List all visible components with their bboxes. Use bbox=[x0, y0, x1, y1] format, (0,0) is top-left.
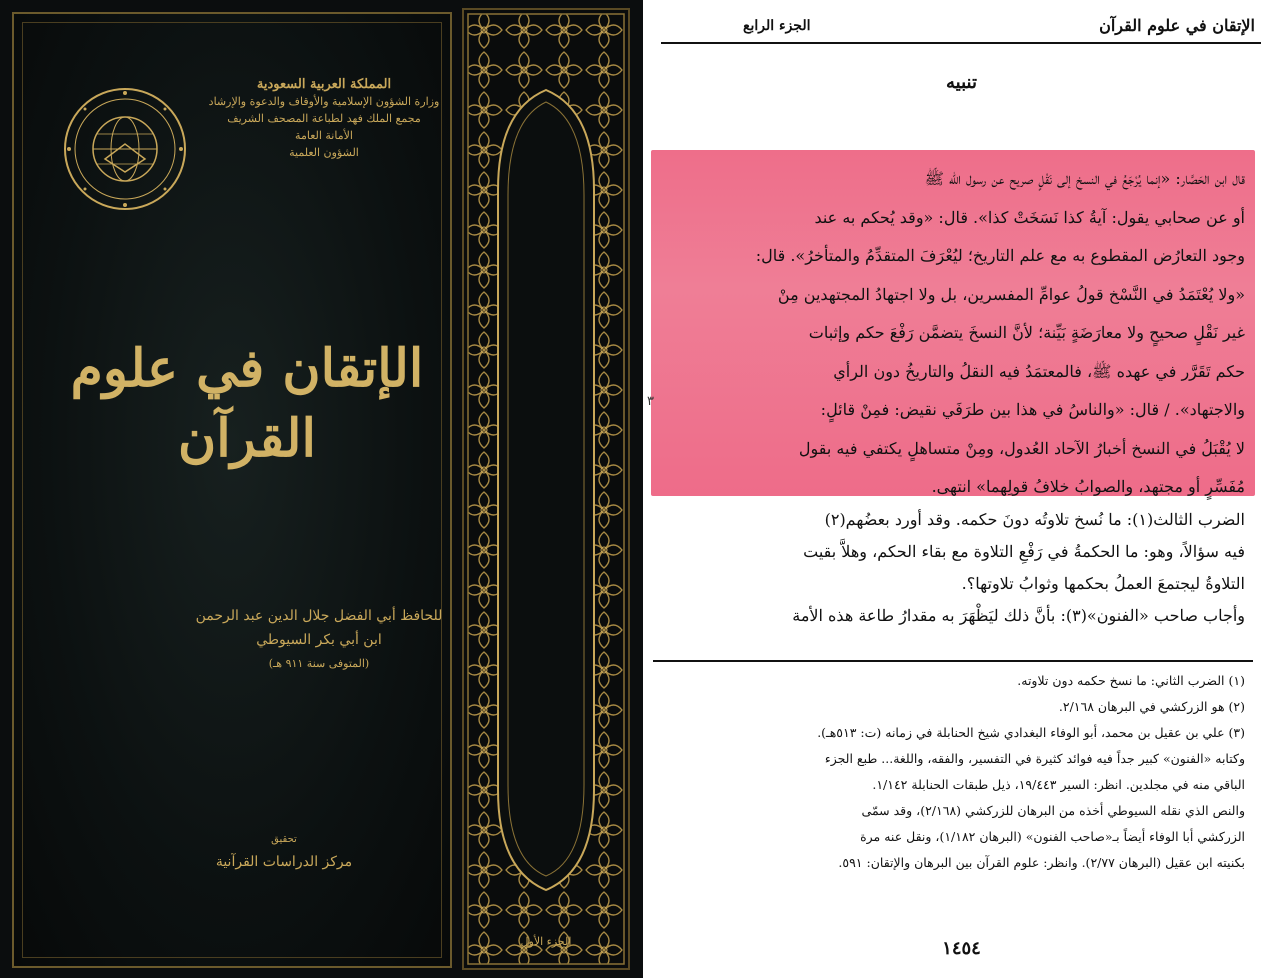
publisher-line: مجمع الملك فهد لطباعة المصحف الشريف bbox=[227, 112, 421, 125]
author-line: ابن أبي بكر السيوطي bbox=[256, 632, 382, 648]
text-line: لا يُقْبَلُ في النسخ أخبارُ الآحاد العُدول، ومِنْ متساهلٍ يكتفي فيه بقول bbox=[798, 438, 1245, 458]
text-line: فيه سؤالاً، وهو: ما الحكمةُ في رَفْعِ التلاوة مع بقاء الحكم، وهلاَّ بقيت bbox=[803, 542, 1245, 561]
footnote-line: وكتابه «الفنون» كبير جداً فيه فوائد كثيرة في التفسير، والفقه، واللغة... طبع الجزء bbox=[824, 751, 1245, 766]
footnote-rule bbox=[653, 660, 1253, 662]
highlighted-paragraph bbox=[673, 160, 1245, 507]
text-line: التلاوةُ ليجتمعَ العملُ بحكمها وثوابُ تلاوتها؟. bbox=[961, 574, 1245, 593]
publisher-block bbox=[204, 76, 444, 161]
cover-spine bbox=[462, 8, 630, 970]
body-paragraph bbox=[673, 504, 1245, 632]
press-block bbox=[134, 829, 434, 873]
margin-note: ٣ bbox=[647, 394, 654, 409]
seal-emblem-icon bbox=[60, 84, 190, 214]
cover-title: الإتقان في علوم القرآن bbox=[70, 338, 424, 469]
section-heading: تنبيه bbox=[946, 72, 977, 93]
footnote-line: (٢) هو الزركشي في البرهان ٢/١٦٨. bbox=[1058, 699, 1245, 714]
footnote-line: (١) الضرب الثاني: ما نسخ حكمه دون تلاوته. bbox=[1017, 673, 1245, 688]
spine-volume-label: الجزء الأول bbox=[520, 935, 572, 948]
footnote-line: والنص الذي نقله السيوطي أخذه من البرهان للزركشي (٢/١٦٨)، وقد سمّى bbox=[861, 803, 1245, 818]
text-line: الضرب الثالث(١): ما نُسخ تلاوتُه دونَ حكمه. وقد أورد بعضُهم(٢) bbox=[824, 510, 1245, 529]
spine-ornament-icon bbox=[464, 10, 628, 968]
publisher-line: الأمانة العامة bbox=[295, 129, 353, 142]
author-death-year: (المتوفى سنة ٩١١ هـ) bbox=[268, 657, 370, 670]
author-block bbox=[184, 604, 454, 676]
footnotes bbox=[673, 668, 1245, 876]
author-line: للحافظ أبي الفضل جلال الدين عبد الرحمن bbox=[195, 608, 443, 624]
book-page bbox=[643, 0, 1280, 978]
publisher-line: وزارة الشؤون الإسلامية والأوقاف والدعوة والإرشاد bbox=[208, 95, 440, 108]
publisher-line: المملكة العربية السعودية bbox=[256, 77, 392, 92]
text-line: غير نَقْلٍ صحيحٍ ولا معارَضَةٍ بَيِّنة؛ لأنَّ النسخَ يتضمَّن رَفْعَ حكم وإثبات bbox=[808, 323, 1245, 342]
footnote-line: الزركشي أبا الوفاء أيضاً بـ«صاحب الفنون» (البرهان ١/١٨٢)، ونقل عنه مرة bbox=[860, 829, 1245, 844]
footnote-line: (٣) علي بن عقيل بن محمد، أبو الوفاء البغدادي شيخ الحنابلة في زمانه (ت: ٥١٣هـ). bbox=[817, 725, 1245, 740]
publisher-line: الشؤون العلمية bbox=[289, 146, 359, 159]
text-line: والاجتهاد». / قال: «والناسُ في هذا بين طرَفَي نقيض: فمِنْ قائلٍ: bbox=[820, 400, 1245, 419]
text-line: وأجاب صاحب «الفنون»(٣): بأنَّ ذلك ليَظْهَرَ به مقدارُ طاعة هذه الأمة bbox=[792, 606, 1245, 625]
page-number: ١٤٥٤ bbox=[942, 938, 981, 959]
press-name: مركز الدراسات القرآنية bbox=[215, 854, 353, 870]
press-label: تحقيق bbox=[271, 834, 297, 845]
text-line: «ولا يُعْتَمَدُ في النَّسْخ قولُ عوامِّ المفسرين، بل ولا اجتهادُ المجتهدين مِنْ bbox=[777, 284, 1245, 304]
text-line: حكم تَقَرَّر في عهده ﷺ، فالمعتمَدُ فيه النقلُ والتاريخُ دون الرأي bbox=[833, 361, 1245, 381]
footnote-line: بكنيته ابن عقيل (البرهان ٢/٧٧). وانظر: علوم القرآن بين البرهان والإتقان: ٥٩١. bbox=[838, 855, 1245, 870]
text-line: مُفَسِّرٍ أو مجتهد، والصوابُ خلافُ قولِهما» انتهى. bbox=[931, 477, 1245, 496]
cover-front-panel bbox=[12, 12, 452, 968]
text-line: قال ابن الحَصَّار: «إنما يُرْجَعُ في النسخ إلى نَقْلٍ صريح عن رسول الله ﷺ bbox=[924, 169, 1245, 188]
footnote-line: الباقي منه في مجلدين. انظر: السير ١٩/٤٤٣، ذيل طبقات الحنابلة ١/١٤٢. bbox=[872, 777, 1245, 792]
running-header bbox=[661, 8, 1261, 44]
text-line: أو عن صحابي يقول: آيةُ كذا نَسَخَتْ كذا». قال: «وقد يُحكم به عند bbox=[814, 207, 1245, 227]
running-part: الجزء الرابع bbox=[743, 18, 811, 34]
running-title: الإتقان في علوم القرآن bbox=[1099, 16, 1255, 35]
text-line: وجود التعارُض المقطوع به مع علم التاريخ؛ ليُعْرَفَ المتقدِّمُ والمتأخرُ». قال: bbox=[755, 246, 1245, 265]
